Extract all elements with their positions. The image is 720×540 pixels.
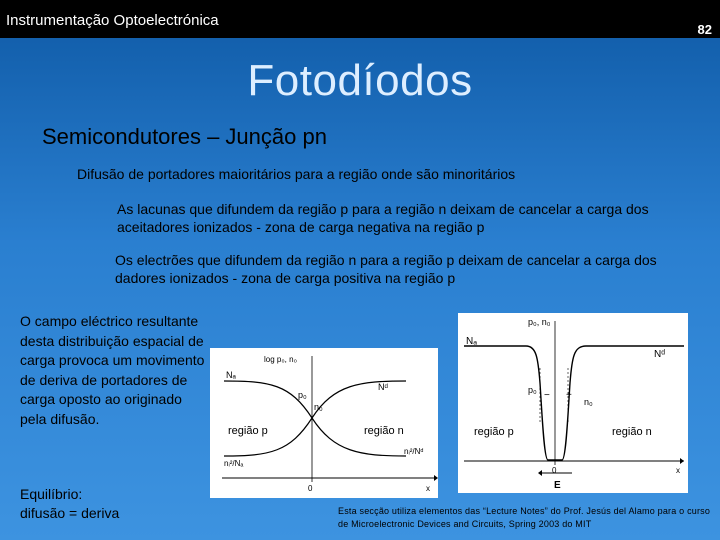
label-na: Nₐ: [466, 336, 477, 347]
label-n0: n₀: [584, 397, 593, 407]
diffusion-text: Difusão de portadores maioritários para a região onde são minoritários: [77, 166, 516, 182]
minus-sign: −: [544, 390, 550, 401]
x-axis-arrow: [434, 475, 438, 481]
label-na: Nₐ: [226, 370, 236, 380]
hole-profile-curve: [224, 381, 406, 456]
holes-text: As lacunas que difundem da região p para a região n deixam de cancelar a carga dos aceitadores ionizados - zona de carga negativa na região p: [117, 201, 649, 235]
credit-note: Esta secção utiliza elementos das “Lecture Notes” do Prof. Jesús del Alamo para o curso de Microelectronic Devices and Circuits, Spring 2003 do MIT: [338, 506, 711, 529]
region-n-label: região n: [364, 425, 404, 437]
x-axis-arrow: [680, 458, 684, 464]
label-n0: n₀: [314, 402, 323, 412]
log-concentration-svg: [210, 348, 438, 498]
equilibrium-line-2: difusão = deriva: [20, 505, 120, 521]
label-ni2-na: nᵢ²/Nₐ: [224, 459, 244, 468]
electron-profile-curve: [224, 381, 406, 456]
field-arrow-head: [538, 470, 542, 476]
label-ni2-nd: nᵢ²/Nᵈ: [404, 447, 424, 456]
page-number: 82: [697, 22, 712, 37]
region-n-label: região n: [612, 426, 652, 438]
label-p0: p₀: [528, 385, 537, 395]
region-p-label: região p: [474, 426, 514, 438]
region-p-label: região p: [228, 425, 268, 437]
label-nd: Nᵈ: [378, 382, 388, 392]
linear-concentration-svg: [458, 313, 688, 493]
y-axis-label: log p₀, n₀: [264, 355, 297, 364]
origin-label: 0: [308, 484, 313, 493]
x-axis-label: x: [676, 466, 680, 475]
field-text: O campo eléctrico resultante desta distribuição espacial de carga provoca um movimento de deriva de portadores de carga oposto ao originado pela difusão.: [20, 313, 205, 427]
equilibrium-line-1: Equilíbrio:: [20, 486, 83, 502]
equilibrium-text: [20, 485, 205, 523]
origin-label: 0: [552, 466, 557, 475]
carrier-profile-curve: [464, 346, 684, 460]
log-concentration-figure: [210, 348, 438, 498]
electrons-text: Os electrões que difundem da região n para a região p deixam de cancelar a carga dos dadores ionizados - zona de carga positiva na região p: [115, 252, 657, 286]
course-title: Instrumentação Optoelectrónica: [6, 12, 219, 29]
label-top: p₀, n₀: [528, 317, 551, 327]
label-p0: p₀: [298, 390, 307, 400]
plus-sign: +: [566, 390, 572, 401]
label-nd: Nᵈ: [654, 349, 665, 360]
slide-title: Fotodíodos: [247, 56, 473, 105]
linear-concentration-figure: [458, 313, 688, 493]
x-axis-label: x: [426, 484, 430, 493]
field-label: E: [554, 480, 561, 491]
slide-subtitle: Semicondutores – Junção pn: [42, 124, 327, 149]
header-bar: [0, 0, 720, 38]
